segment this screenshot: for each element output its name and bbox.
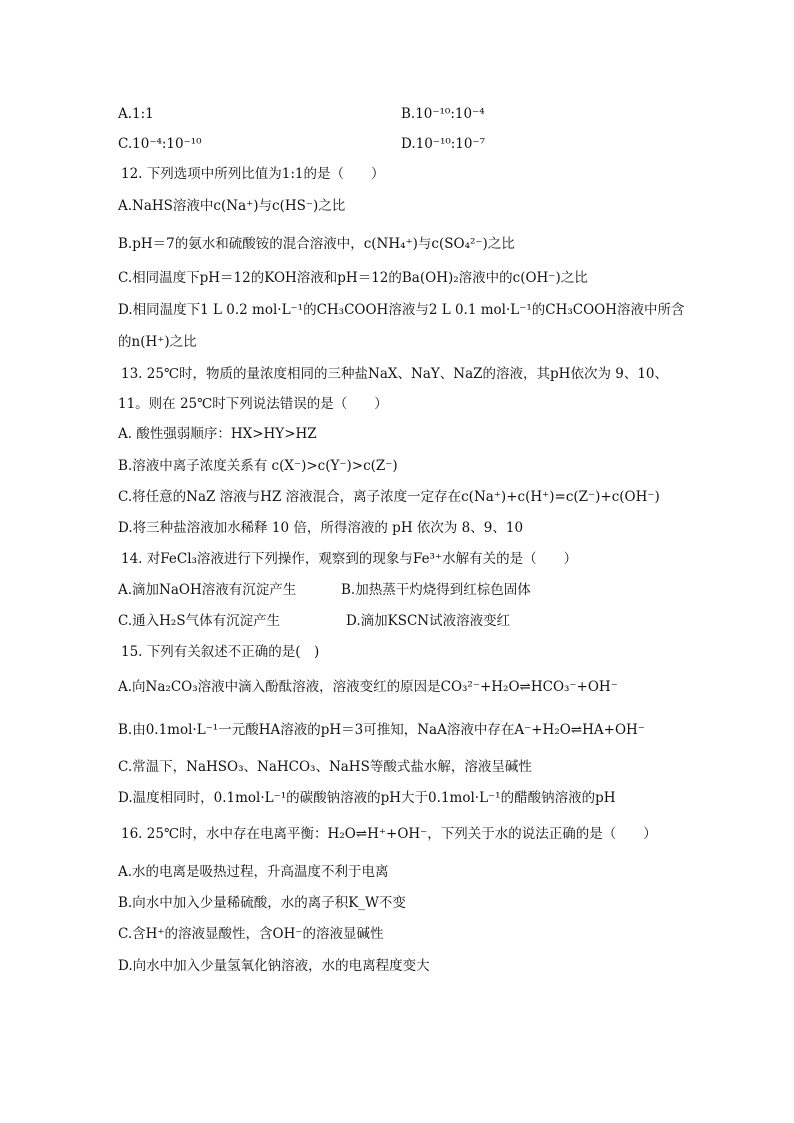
- q15-option-d: D.温度相同时，0.1mol·L⁻¹的碳酸钠溶液的pH大于0.1mol·L⁻¹的醋酸钠溶液的pH: [118, 790, 616, 806]
- q11-option-a: A.1:1: [118, 106, 154, 122]
- q16-option-c: C.含H⁺的溶液显酸性，含OH⁻的溶液显碱性: [118, 926, 384, 942]
- q14-option-b: B.加热蒸干灼烧得到红棕色固体: [341, 582, 531, 598]
- q11-option-d: D.10⁻¹⁰:10⁻⁷: [401, 136, 486, 152]
- q16-option-d: D.向水中加入少量氢氧化钠溶液，水的电离程度变大: [118, 958, 430, 974]
- q16-option-a: A.水的电离是吸热过程，升高温度不利于电离: [118, 864, 389, 880]
- q13-option-d: D.将三种盐溶液加水稀释 10 倍，所得溶液的 pH 依次为 8、9、10: [118, 520, 524, 536]
- q12-stem: 12. 下列选项中所列比值为1:1的是（ ）: [121, 166, 385, 182]
- q11-option-b: B.10⁻¹⁰:10⁻⁴: [401, 106, 485, 122]
- q11-option-c: C.10⁻⁴:10⁻¹⁰: [118, 136, 202, 152]
- q13-stem-line2: 11。则在 25℃时下列说法错误的是（ ）: [118, 396, 388, 412]
- q13-option-b: B.溶液中离子浓度关系有 c(X⁻)>c(Y⁻)>c(Z⁻): [118, 458, 398, 474]
- q16-option-b: B.向水中加入少量稀硫酸，水的离子积K_W不变: [118, 895, 406, 911]
- q16-stem: 16. 25℃时，水中存在电离平衡：H₂O⇌H⁺+OH⁻，下列关于水的说法正确的是（ ）: [121, 826, 657, 842]
- q13-option-a: A. 酸性强弱顺序：HX>HY>HZ: [118, 426, 317, 442]
- q14-stem: 14. 对FeCl₃溶液进行下列操作，观察到的现象与Fe³⁺水解有关的是（ ）: [121, 551, 578, 567]
- q12-option-a: A.NaHS溶液中c(Na⁺)与c(HS⁻)之比: [118, 198, 346, 214]
- q12-option-d-line1: D.相同温度下1 L 0.2 mol·L⁻¹的CH₃COOH溶液与2 L 0.1 mol·L⁻¹的CH₃COOH溶液中所含: [118, 302, 685, 318]
- q15-stem: 15. 下列有关叙述不正确的是( ): [121, 644, 320, 660]
- q12-option-d-line2: 的n(H⁺)之比: [118, 334, 197, 350]
- q15-option-b: B.由0.1mol·L⁻¹一元酸HA溶液的pH＝3可推知，NaA溶液中存在A⁻+H₂O⇌HA+OH⁻: [118, 722, 645, 738]
- q13-option-c: C.将任意的NaZ 溶液与HZ 溶液混合，离子浓度一定存在c(Na⁺)+c(H⁺)=c(Z⁻)+c(OH⁻): [118, 489, 660, 505]
- q15-option-c: C.常温下，NaHSO₃、NaHCO₃、NaHS等酸式盐水解，溶液呈碱性: [118, 759, 532, 775]
- q12-option-b: B.pH＝7的氨水和硫酸铵的混合溶液中，c(NH₄⁺)与c(SO₄²⁻)之比: [118, 236, 515, 252]
- q14-option-a: A.滴加NaOH溶液有沉淀产生: [118, 582, 297, 598]
- q14-option-c: C.通入H₂S气体有沉淀产生: [118, 613, 281, 629]
- q12-option-c: C.相同温度下pH＝12的KOH溶液和pH＝12的Ba(OH)₂溶液中的c(OH⁻)之比: [118, 270, 588, 286]
- q14-option-d: D.滴加KSCN试液溶液变红: [346, 613, 511, 629]
- q15-option-a: A.向Na₂CO₃溶液中滴入酚酞溶液，溶液变红的原因是CO₃²⁻+H₂O⇌HCO₃⁻+OH⁻: [118, 679, 618, 695]
- q13-stem-line1: 13. 25℃时，物质的量浓度相同的三种盐NaX、NaY、NaZ的溶液，其pH依次为 9、10、: [121, 366, 668, 382]
